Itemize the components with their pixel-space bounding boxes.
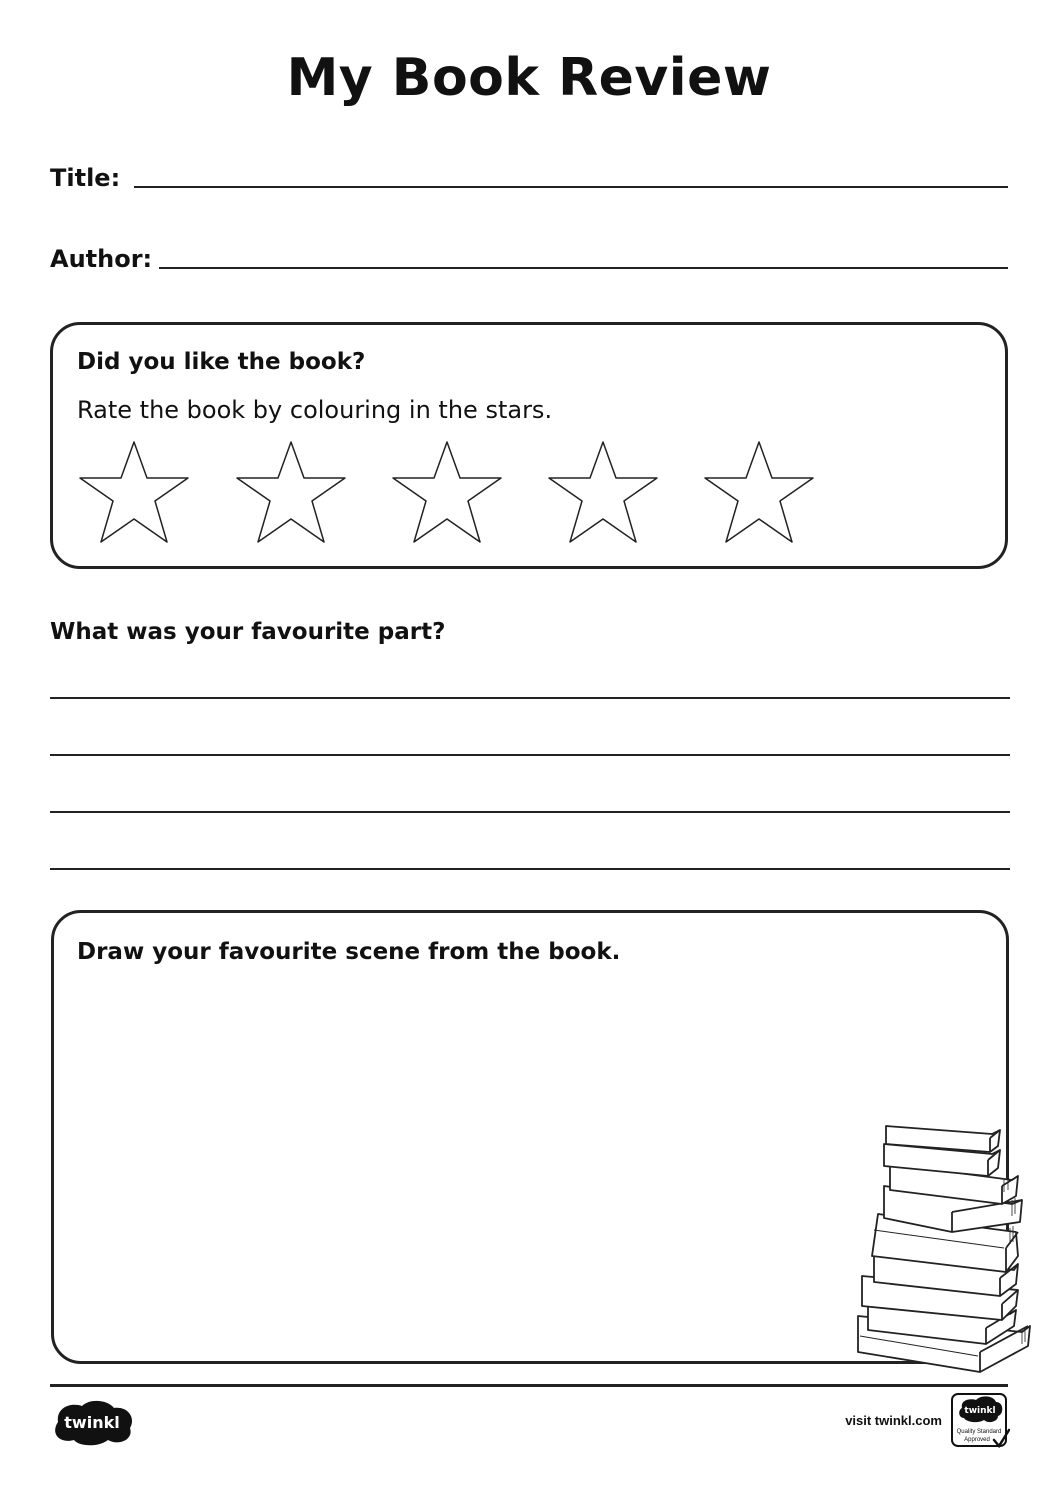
answer-line-3[interactable] [50,811,1010,813]
star-icon-4[interactable] [547,440,659,546]
twinkl-logo[interactable] [48,1396,136,1446]
title-field[interactable] [134,186,1008,188]
favourite-part-question: What was your favourite part? [50,619,446,645]
badge-quality-text: Quality Standard [956,1429,1002,1435]
star-icon-5[interactable] [703,440,815,546]
title-label: Title: [50,164,121,192]
author-field[interactable] [159,267,1008,269]
star-icon-1[interactable] [78,440,190,546]
rating-question: Did you like the book? [77,349,366,375]
book-stack-icon [852,1120,1034,1378]
star-icon-2[interactable] [235,440,347,546]
footer-rule [50,1384,1008,1387]
answer-line-2[interactable] [50,754,1010,756]
quality-standard-badge [950,1392,1010,1452]
star-icon-3[interactable] [391,440,503,546]
visit-link[interactable]: visit twinkl.com [845,1413,942,1428]
badge-brand-text: twinkl [964,1406,996,1416]
page-title: My Book Review [286,48,772,108]
rating-instruction: Rate the book by colouring in the stars. [77,396,553,424]
twinkl-logo-text: twinkl [64,1413,120,1432]
answer-line-1[interactable] [50,697,1010,699]
badge-approved-text: Approved [964,1437,990,1443]
draw-heading: Draw your favourite scene from the book. [77,939,621,965]
answer-line-4[interactable] [50,868,1010,870]
author-label: Author: [50,245,153,273]
